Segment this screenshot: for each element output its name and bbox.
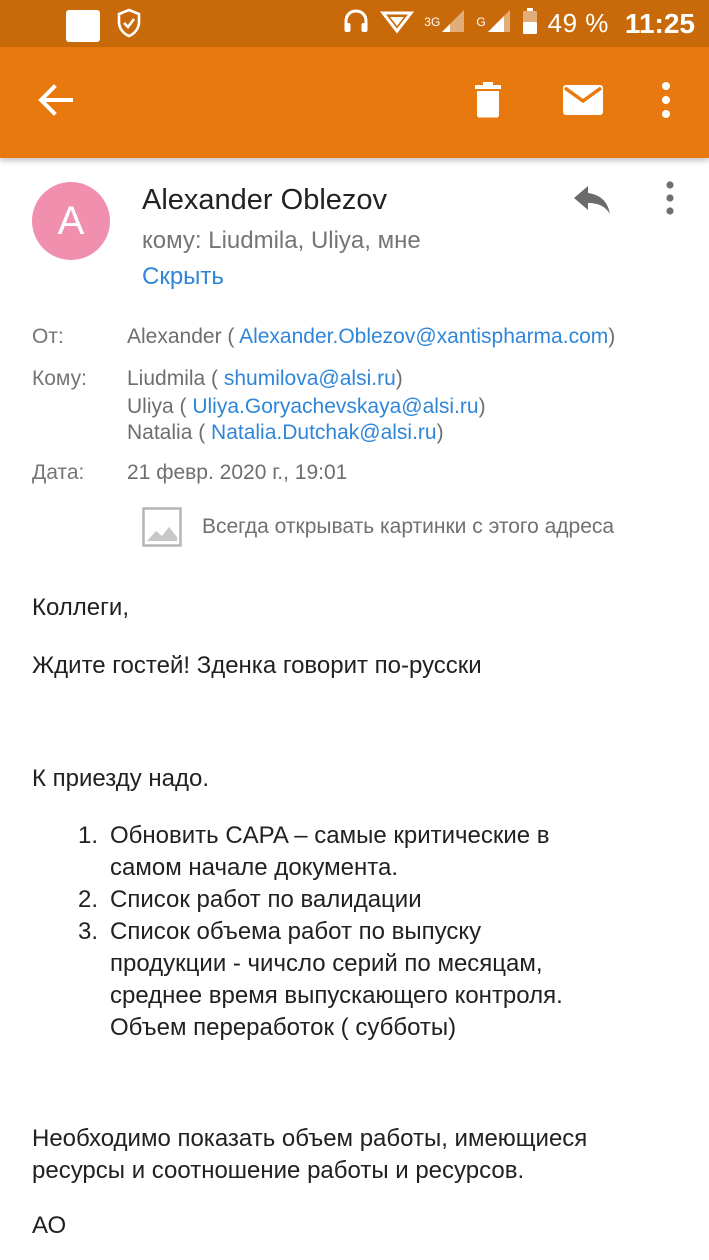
close-paren: ) <box>436 421 444 444</box>
body-line-2: К приезду надо. <box>32 765 209 792</box>
close-paren: ) <box>478 395 486 418</box>
show-images-label: Всегда открывать картинки с этого адреса <box>202 515 615 538</box>
to-email-link[interactable]: Uliya.Goryachevskaya@alsi.ru <box>192 395 479 418</box>
close-paren: ) <box>608 325 616 348</box>
delete-button[interactable] <box>460 47 516 158</box>
trash-icon <box>473 82 503 123</box>
avatar[interactable]: A <box>32 182 110 260</box>
message-more-button[interactable] <box>652 178 688 222</box>
signal-icon <box>486 8 512 39</box>
battery-percent: 49 % <box>547 8 609 38</box>
date-label: Дата: <box>32 461 85 484</box>
list-item: 2. Список работ по валидации <box>78 886 422 913</box>
back-arrow-icon <box>37 84 73 121</box>
signal-icon <box>440 8 466 39</box>
toolbar-more-button[interactable] <box>646 47 686 158</box>
date-value: 21 февр. 2020 г., 19:01 <box>127 461 348 484</box>
to-name: Natalia ( <box>127 421 212 444</box>
signature: АО <box>32 1212 67 1239</box>
to-label: Кому: <box>32 367 87 390</box>
clock: 11:25 <box>624 7 695 39</box>
back-button[interactable] <box>20 47 90 158</box>
list-item: 1. Обновить CAPA – самые критические в самом начале документа. <box>78 822 550 881</box>
shield-check-icon <box>116 8 142 43</box>
more-vert-icon <box>665 181 675 220</box>
body-line-1: Ждите гостей! Зденка говорит по-русски <box>32 652 482 679</box>
reply-icon <box>572 184 612 221</box>
square-notification-icon <box>66 10 100 42</box>
list-item: 3. Список объема работ по выпуску продукции - чичсло серий по месяцам, среднее время выпускающего контроля. Объем переработок ( субботы) <box>78 918 563 1041</box>
network-type-label: G <box>476 15 486 29</box>
to-name: Liudmila ( <box>127 367 224 390</box>
to-line-1 <box>127 367 403 391</box>
app-toolbar <box>0 47 709 158</box>
from-name: Alexander ( <box>127 325 240 348</box>
closing-line-2: ресурсы и соотношение работы и ресурсов. <box>32 1157 525 1184</box>
close-paren: ) <box>395 367 403 390</box>
reply-button[interactable] <box>566 180 618 224</box>
status-bar <box>0 0 709 47</box>
task-list <box>78 820 563 1044</box>
network-type-label: 3G <box>424 15 441 29</box>
recipients-summary: кому: Liudmila, Uliya, мне <box>142 227 421 254</box>
show-images-prompt[interactable] <box>142 507 614 547</box>
battery-icon <box>522 7 538 40</box>
from-label: От: <box>32 325 64 348</box>
more-vert-icon <box>661 82 671 123</box>
from-line <box>127 325 615 349</box>
to-line-2 <box>127 395 486 419</box>
greeting: Коллеги, <box>32 594 129 621</box>
to-email-link[interactable]: Natalia.Dutchak@alsi.ru <box>211 421 437 444</box>
headphones-icon <box>342 7 370 40</box>
hide-details-link[interactable]: Скрыть <box>142 263 224 290</box>
closing-line-1: Необходимо показать объем работы, имеющиеся <box>32 1125 588 1152</box>
hotspot-icon <box>380 7 414 40</box>
from-email-link[interactable]: Alexander.Oblezov@xantispharma.com <box>239 325 609 348</box>
mail-icon <box>562 84 604 121</box>
sender-name: Alexander Oblezov <box>142 184 388 216</box>
to-line-3 <box>127 421 444 445</box>
mark-unread-button[interactable] <box>552 47 614 158</box>
to-email-link[interactable]: shumilova@alsi.ru <box>223 367 396 390</box>
image-placeholder-icon <box>142 507 182 547</box>
to-name: Uliya ( <box>127 395 193 418</box>
